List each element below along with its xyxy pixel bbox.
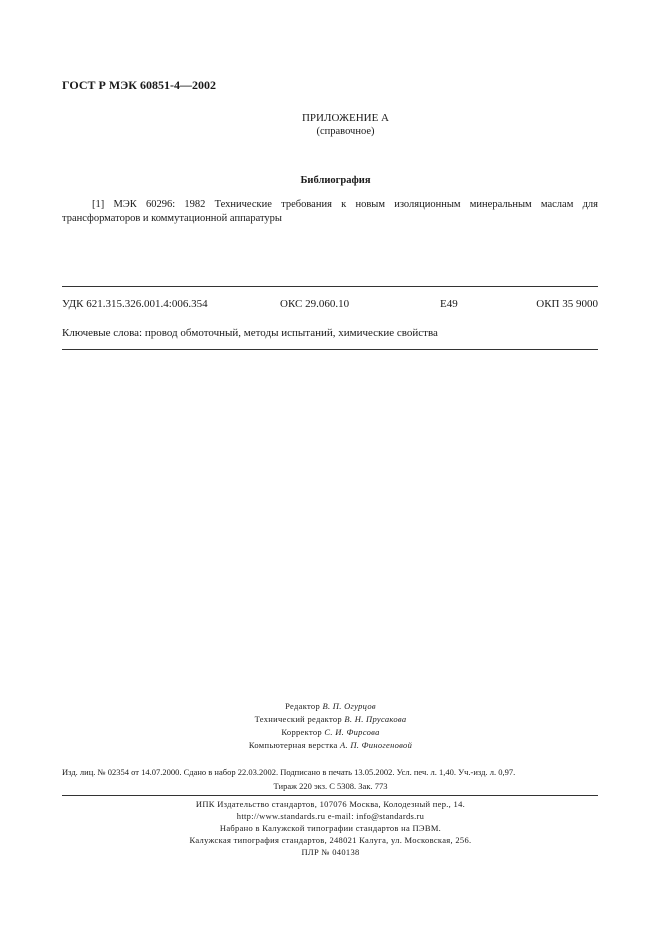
imprint-divider	[62, 795, 598, 796]
keywords: Ключевые слова: провод обмоточный, методы испытаний, химические свойства	[62, 327, 438, 339]
document-code: ГОСТ Р МЭК 60851-4—2002	[62, 78, 216, 92]
bibliography-title: Библиография	[300, 175, 371, 186]
oks-code: ОКС 29.060.10	[280, 298, 350, 310]
annex-title: ПРИЛОЖЕНИЕ А	[301, 112, 389, 124]
imprint-line: http://www.standards.ru e-mail: info@standards.ru	[236, 811, 425, 821]
publication-details: Изд. лиц. № 02354 от 14.07.2000. Сдано в набор 22.03.2002. Подписано в печать 13.05.2002. Усл. печ. л. 1,40. Уч.-изд. л. 0,97.	[62, 767, 516, 777]
credit-editor	[0, 700, 661, 713]
credit-name: С. И. Фирсова	[324, 727, 380, 737]
bibliography-entry: [1] МЭК 60296: 1982 Технические требования к новым изоляционным минеральным маслам для трансформаторов и коммутационной аппаратуры	[62, 199, 598, 224]
imprint-line: ПЛР № 040138	[301, 847, 360, 857]
imprint-line: Калужская типография стандартов, 248021 Калуга, ул. Московская, 256.	[189, 835, 472, 845]
print-run: Тираж 220 экз. С 5308. Зак. 773	[273, 781, 388, 791]
annex-subtitle: (справочное)	[316, 126, 375, 137]
credit-role: Технический редактор	[254, 714, 342, 724]
credit-role: Редактор	[285, 701, 321, 711]
credit-role: Компьютерная верстка	[248, 740, 338, 750]
group-code: Е49	[440, 298, 458, 310]
okp-code: ОКП 35 9000	[536, 298, 598, 310]
credits	[0, 700, 661, 752]
divider-top	[62, 286, 598, 287]
imprint-line: ИПК Издательство стандартов, 107076 Москва, Колодезный пер., 14.	[195, 799, 466, 809]
imprint-line: Набрано в Калужской типографии стандартов на ПЭВМ.	[219, 823, 442, 833]
divider-bottom	[62, 349, 598, 350]
credit-corrector	[0, 726, 661, 739]
imprint	[0, 798, 661, 858]
credit-layout	[0, 739, 661, 752]
credit-role: Корректор	[281, 727, 322, 737]
credit-name: А. П. Финогеновой	[340, 740, 413, 750]
credit-tech-editor	[0, 713, 661, 726]
credit-name: В. Н. Прусакова	[344, 714, 407, 724]
credit-name: В. П. Огурцов	[322, 701, 376, 711]
udk-code: УДК 621.315.326.001.4:006.354	[62, 298, 208, 310]
